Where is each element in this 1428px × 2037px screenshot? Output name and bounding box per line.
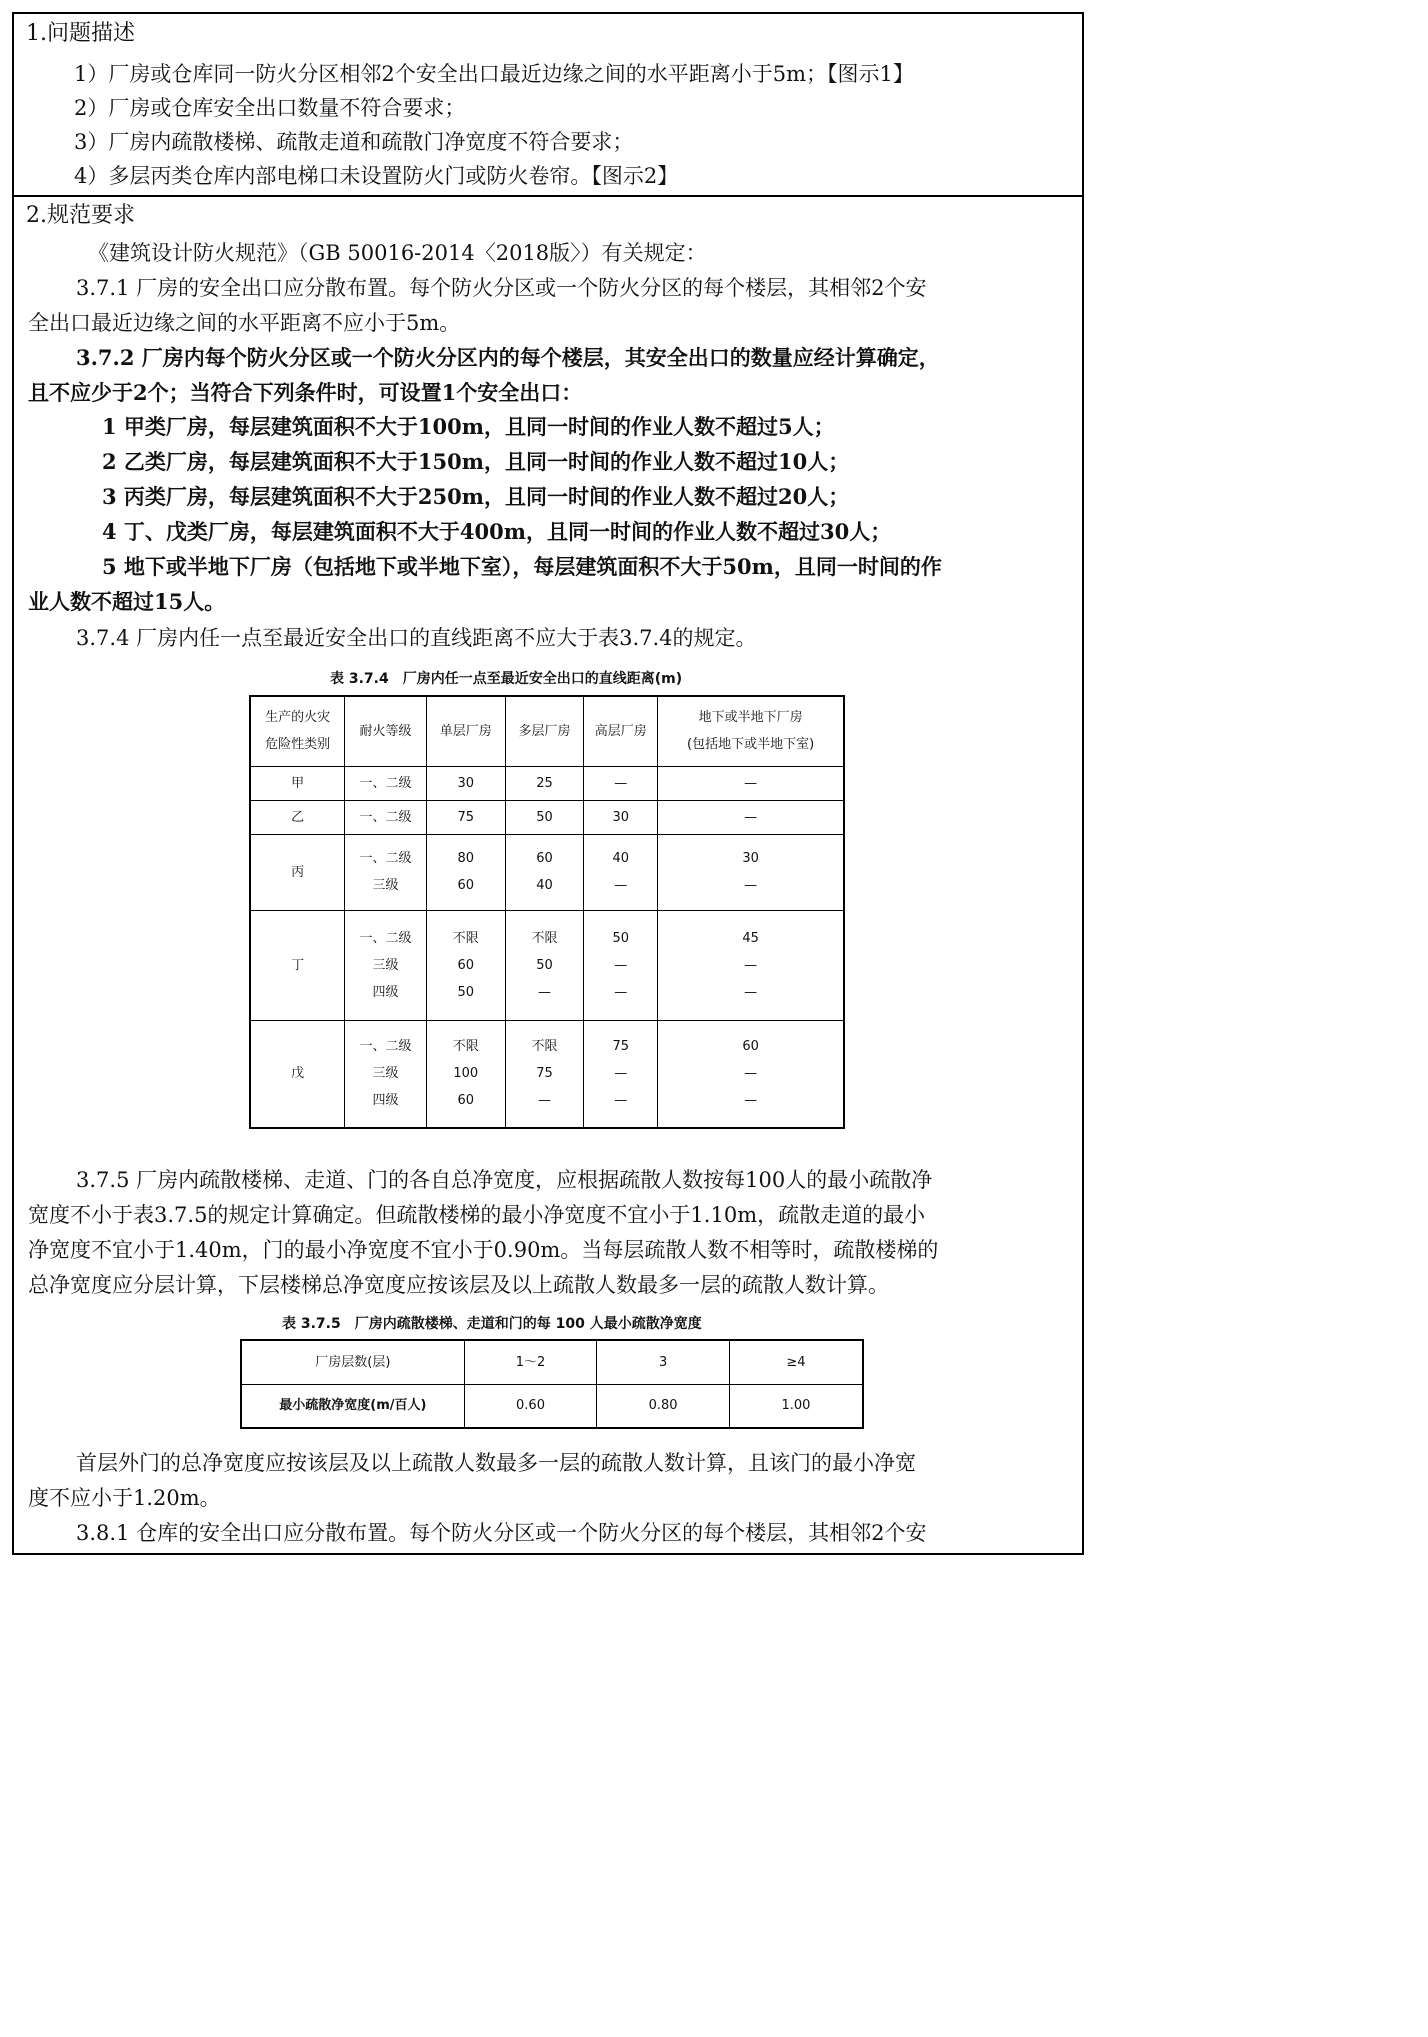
category-cell: 丁 <box>250 910 345 1020</box>
category-cell: 甲 <box>250 766 345 800</box>
condition-item: 2 乙类厂房，每层建筑面积不大于150m，且同一时间的作业人数不超过10人； <box>102 449 850 474</box>
category-cell: 丙 <box>250 834 345 910</box>
table-375 <box>240 1339 864 1429</box>
value-cell: 40 — <box>584 834 658 910</box>
clause-375-line: 总净宽度应分层计算，下层楼梯总净宽度应按该层及以上疏散人数最多一层的疏散人数计算。 <box>28 1273 889 1297</box>
clause-371-line: 3.7.1 厂房的安全出口应分散布置。每个防火分区或一个防火分区的每个楼层，其相邻2个安 <box>76 276 927 300</box>
value-cell: 30 — <box>658 834 844 910</box>
header-cell: 1～2 <box>464 1340 597 1384</box>
header-cell: 生产的火灾 危险性类别 <box>250 696 345 766</box>
header-cell: 3 <box>597 1340 730 1384</box>
clause-375-line: 宽度不小于表3.7.5的规定计算确定。但疏散楼梯的最小净宽度不宜小于1.10m，疏散走道的最小 <box>28 1203 926 1227</box>
grade-cell: 一、二级 三级 <box>345 834 427 910</box>
condition-item: 5 地下或半地下厂房（包括地下或半地下室），每层建筑面积不大于50m，且同一时间的作 <box>102 554 942 579</box>
clause-375-line: 净宽度不宜小于1.40m，门的最小净宽度不宜小于0.90m。当每层疏散人数不相等时，疏散楼梯的 <box>28 1238 939 1262</box>
grade-cell: 一、二级 三级 四级 <box>345 910 427 1020</box>
table-row <box>250 834 844 910</box>
value-cell: — <box>584 766 658 800</box>
table-374-header-row <box>250 696 844 766</box>
value-cell: — <box>658 766 844 800</box>
clause-371-line: 全出口最近边缘之间的水平距离不应小于5m。 <box>28 311 461 335</box>
value-cell: 30 <box>426 766 505 800</box>
header-cell: 单层厂房 <box>426 696 505 766</box>
value-cell: 75 — — <box>584 1020 658 1128</box>
header-cell: ≥4 <box>729 1340 863 1384</box>
condition-item: 1 甲类厂房，每层建筑面积不大于100m，且同一时间的作业人数不超过5人； <box>102 414 835 439</box>
table-row <box>250 1020 844 1128</box>
table-row <box>250 800 844 834</box>
header-cell: 耐火等级 <box>345 696 427 766</box>
header-cell: 地下或半地下厂房 (包括地下或半地下室) <box>658 696 844 766</box>
value-cell: 不限 100 60 <box>426 1020 505 1128</box>
category-cell: 戊 <box>250 1020 345 1128</box>
first-floor-door-line: 首层外门的总净宽度应按该层及以上疏散人数最多一层的疏散人数计算，且该门的最小净宽 <box>76 1451 916 1475</box>
value-cell: 75 <box>426 800 505 834</box>
grade-cell: 一、二级 <box>345 800 427 834</box>
requirements-heading: 2.规范要求 <box>26 203 135 228</box>
header-cell: 多层厂房 <box>505 696 584 766</box>
clause-374: 3.7.4 厂房内任一点至最近安全出口的直线距离不应大于表3.7.4的规定。 <box>76 626 757 650</box>
value-cell: 60 40 <box>505 834 584 910</box>
table-375-caption: 表 3.7.5 厂房内疏散楼梯、走道和门的每 100 人最小疏散净宽度 <box>282 1316 702 1332</box>
grade-cell: 一、二级 三级 四级 <box>345 1020 427 1128</box>
value-cell: 60 — — <box>658 1020 844 1128</box>
table-row <box>250 766 844 800</box>
clause-375-line: 3.7.5 厂房内疏散楼梯、走道、门的各自总净宽度，应根据疏散人数按每100人的最小疏散净 <box>76 1168 933 1192</box>
problem-item: 3）厂房内疏散楼梯、疏散走道和疏散门净宽度不符合要求； <box>74 130 634 154</box>
table-374-caption: 表 3.7.4 厂房内任一点至最近安全出口的直线距离(m) <box>330 671 683 687</box>
document-frame <box>12 12 1084 1555</box>
problem-item: 1）厂房或仓库同一防火分区相邻2个安全出口最近边缘之间的水平距离小于5m；【图示1】 <box>74 62 914 86</box>
value-cell: 50 <box>505 800 584 834</box>
value-cell: 50 — — <box>584 910 658 1020</box>
value-cell: 最小疏散净宽度(m/百人) <box>241 1384 464 1428</box>
grade-cell: 一、二级 <box>345 766 427 800</box>
problem-item: 4）多层丙类仓库内部电梯口未设置防火门或防火卷帘。【图示2】 <box>74 164 679 188</box>
standard-intro: 《建筑设计防火规范》（GB 50016-2014〈2018版〉）有关规定： <box>88 241 707 265</box>
category-cell: 乙 <box>250 800 345 834</box>
clause-372-line: 3.7.2 厂房内每个防火分区或一个防火分区内的每个楼层，其安全出口的数量应经计算确定， <box>76 345 940 370</box>
condition-item: 业人数不超过15人。 <box>28 589 226 614</box>
value-cell: 不限 75 — <box>505 1020 584 1128</box>
value-cell: 30 <box>584 800 658 834</box>
value-cell: 0.80 <box>597 1384 730 1428</box>
value-cell: 80 60 <box>426 834 505 910</box>
condition-item: 3 丙类厂房，每层建筑面积不大于250m，且同一时间的作业人数不超过20人； <box>102 484 850 509</box>
problem-section <box>14 14 1082 197</box>
problem-heading: 1.问题描述 <box>26 21 135 46</box>
problem-item: 2）厂房或仓库安全出口数量不符合要求； <box>74 96 466 120</box>
clause-381: 3.8.1 仓库的安全出口应分散布置。每个防火分区或一个防火分区的每个楼层，其相邻2个安 <box>76 1521 927 1545</box>
first-floor-door-line: 度不应小于1.20m。 <box>28 1486 221 1510</box>
condition-item: 4 丁、戊类厂房，每层建筑面积不大于400m，且同一时间的作业人数不超过30人； <box>102 519 892 544</box>
value-cell: 45 — — <box>658 910 844 1020</box>
value-cell: 1.00 <box>729 1384 863 1428</box>
value-cell: 不限 50 — <box>505 910 584 1020</box>
value-cell: 25 <box>505 766 584 800</box>
table-row <box>250 910 844 1020</box>
value-cell: — <box>658 800 844 834</box>
clause-372-line: 且不应少于2个；当符合下列条件时，可设置1个安全出口： <box>28 380 583 405</box>
table-374 <box>249 695 845 1129</box>
value-cell: 0.60 <box>464 1384 597 1428</box>
table-row <box>241 1384 863 1428</box>
header-cell: 高层厂房 <box>584 696 658 766</box>
header-cell: 厂房层数(层) <box>241 1340 464 1384</box>
table-row <box>241 1340 863 1384</box>
value-cell: 不限 60 50 <box>426 910 505 1020</box>
